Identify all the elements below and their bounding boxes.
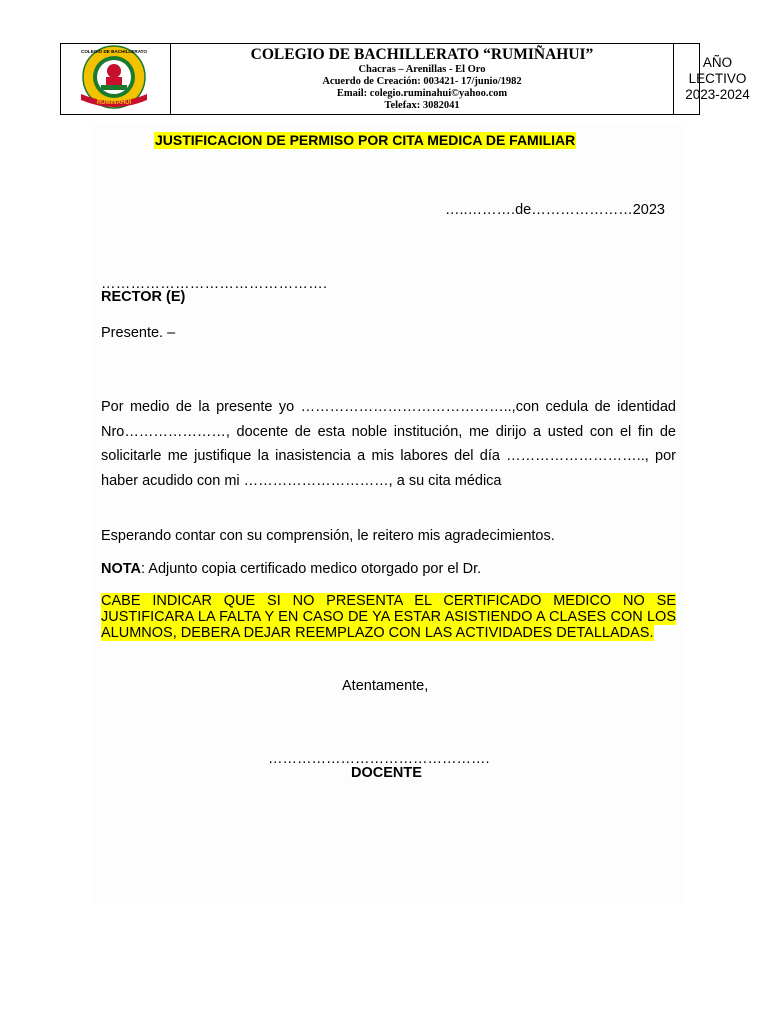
closing-request: Esperando contar con su comprensión, le reitero mis agradecimientos. <box>101 528 555 544</box>
body-paragraph: Por medio de la presente yo ……………………………………..,con cedula de identidad Nro…………………, docente de esta noble institución, me dirijo a usted con el fin de solicitarle me justifique la inasistencia a mis labores del día ……………………….., por haber acudido con mi …………………………, a su cita médica <box>101 399 676 489</box>
logo-cell <box>61 44 171 114</box>
signature-line: ………………………………………. <box>268 751 490 767</box>
document-header <box>60 43 750 115</box>
date-line: …..……….de…………………2023 <box>445 202 665 218</box>
logo-top-text: COLEGIO DE BACHILLERATO <box>81 49 147 54</box>
note-line <box>101 561 481 577</box>
school-phone: Telefax: 3082041 <box>384 100 460 111</box>
school-agreement: Acuerdo de Creación: 003421- 17/junio/1982 <box>322 76 522 87</box>
farewell: Atentamente, <box>342 678 429 694</box>
school-info <box>171 44 673 114</box>
document-body-area <box>90 124 685 904</box>
school-email: Email: colegio.ruminahui©yahoo.com <box>336 88 508 99</box>
note-label: NOTA <box>101 561 142 577</box>
school-year <box>673 44 761 114</box>
recipient-name-line: ………………………………………. <box>101 276 328 292</box>
school-name: COLEGIO DE BACHILLERATO “RUMIÑAHUI” <box>250 46 594 63</box>
document-title: JUSTIFICACION DE PERMISO POR CITA MEDICA DE FAMILIAR <box>155 132 576 148</box>
year-label-1: AÑO <box>702 55 733 70</box>
signer-title: DOCENTE <box>351 765 422 781</box>
year-value: 2023-2024 <box>685 87 750 102</box>
school-location: Chacras – Arenillas - El Oro <box>358 64 486 75</box>
school-logo <box>61 44 171 114</box>
year-label-2: LECTIVO <box>688 71 747 86</box>
note-text: : Adjunto copia certificado medico otorgado por el Dr. <box>141 561 482 577</box>
recipient-title: RECTOR (E) <box>101 289 186 305</box>
warning-text: CABE INDICAR QUE SI NO PRESENTA EL CERTIFICADO MEDICO NO SE JUSTIFICARA LA FALTA Y EN CASO DE YA ESTAR ASISTIENDO A CLASES CON LOS ALUMNOS, DEBERA DEJAR REEMPLAZO CON LAS ACTIVIDADES DETALLADAS. <box>101 593 676 641</box>
presente-line: Presente. – <box>101 325 176 341</box>
logo-bottom-text: RUMIÑAHUI <box>96 100 132 106</box>
warning-notice <box>101 593 676 641</box>
